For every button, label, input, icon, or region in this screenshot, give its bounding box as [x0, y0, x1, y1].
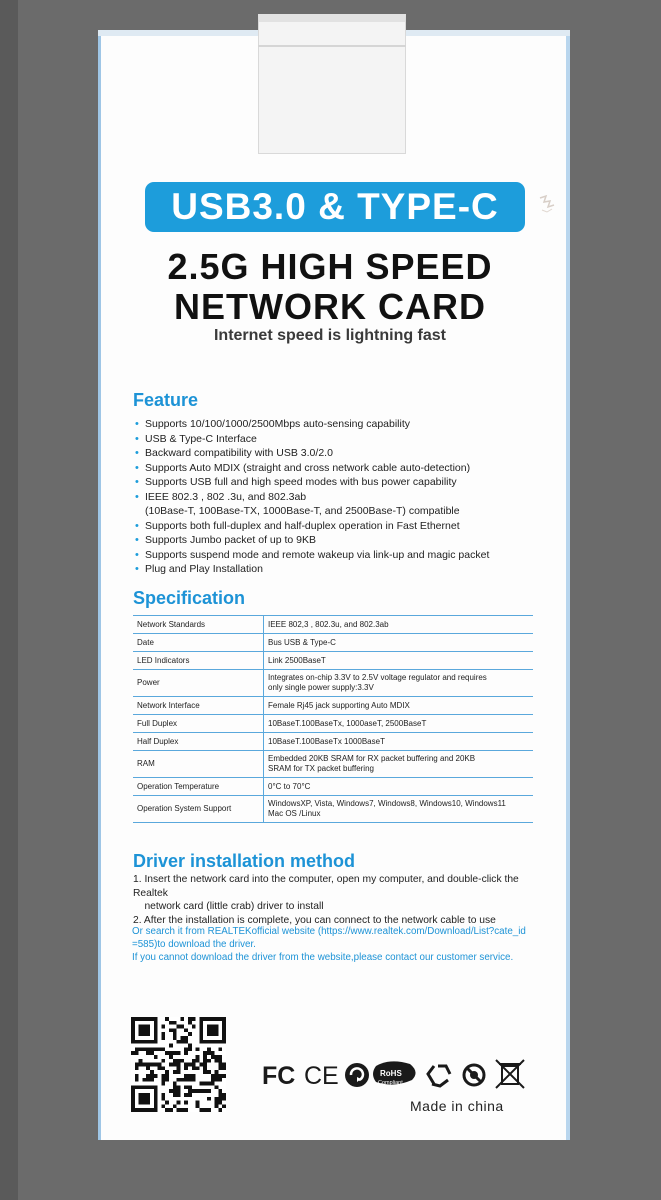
- feature-item: [135, 533, 535, 548]
- box-top-tab: [258, 14, 406, 154]
- spec-key: RAM: [133, 751, 264, 778]
- bullet-icon: •: [135, 563, 139, 575]
- feature-item: [135, 490, 535, 519]
- spec-row: [133, 751, 533, 778]
- spec-value: WindowsXP, Vista, Windows7, Windows8, Windows10, Windows11 Mac OS /Linux: [264, 796, 534, 823]
- recycling-arrows-icon: [428, 1066, 450, 1086]
- fc-mark-text: FC: [262, 1062, 296, 1090]
- driver-title: Driver installation method: [133, 851, 356, 871]
- feature-item-text: Backward compatibility with USB 3.0/2.0: [145, 447, 333, 459]
- spec-row: [133, 715, 533, 733]
- rohs-text: RoHS: [380, 1069, 402, 1078]
- spec-row: [133, 652, 533, 670]
- feature-item: [135, 548, 535, 563]
- spec-value: Integrates on-chip 3.3V to 2.5V voltage regulator and requires only single power supply:3.3V: [264, 670, 534, 697]
- recycle-circle-icon: [345, 1063, 369, 1087]
- specification-title: Specification: [133, 588, 246, 608]
- driver-note: Or search it from REALTEKofficial website (https://www.realtek.com/Download/List?cate_id =585)to download the driver. If you cannot download the driver from the website,please contact our customer service.: [132, 926, 526, 963]
- qr-code: [131, 1017, 226, 1112]
- bullet-icon: •: [135, 418, 139, 430]
- scuff-mark: [536, 192, 560, 218]
- rohs-leaf-icon: [373, 1061, 416, 1086]
- ce-mark-icon: [304, 1062, 339, 1090]
- ce-mark-text: CE: [304, 1062, 339, 1090]
- spec-row: [133, 616, 533, 634]
- feature-item: [135, 446, 535, 461]
- feature-item: [135, 432, 535, 447]
- feature-item-text: USB & Type-C Interface: [145, 432, 257, 445]
- feature-item: [135, 475, 535, 490]
- usb-typec-banner: USB3.0 & TYPE-C: [145, 182, 525, 232]
- spec-key: Operation System Support: [133, 796, 264, 823]
- scan-background-edge: [0, 0, 18, 1200]
- bullet-icon: •: [135, 490, 139, 503]
- weee-bin-icon: [496, 1060, 524, 1088]
- spec-row: [133, 670, 533, 697]
- bullet-icon: •: [135, 548, 139, 561]
- bullet-icon: •: [135, 476, 139, 488]
- spec-key: Power: [133, 670, 264, 697]
- spec-row: [133, 778, 533, 796]
- no-lead-icon: [464, 1065, 484, 1085]
- headline-line-1: 2.5G HIGH SPEED: [167, 246, 493, 287]
- spec-value: Bus USB & Type-C: [264, 634, 534, 652]
- bullet-icon: •: [135, 519, 139, 532]
- spec-value: 10BaseT.100BaseTx 1000BaseT: [264, 733, 534, 751]
- spec-value: Embedded 20KB SRAM for RX packet buffering and 20KB SRAM for TX packet buffering: [264, 751, 534, 778]
- spec-key: LED Indicators: [133, 652, 264, 670]
- bullet-icon: •: [135, 461, 139, 474]
- spec-value: 10BaseT.100BaseTx, 1000aseT, 2500BaseT: [264, 715, 534, 733]
- spec-row: [133, 634, 533, 652]
- feature-title: Feature: [133, 390, 199, 410]
- box-tab-fold: [258, 45, 406, 47]
- feature-item-text: Supports 10/100/1000/2500Mbps auto-sensing capability: [145, 418, 411, 430]
- feature-item-text: Supports suspend mode and remote wakeup via link-up and magic packet: [145, 548, 490, 561]
- feature-item-text: Supports both full-duplex and half-duplex operation in Fast Ethernet: [145, 519, 460, 532]
- spec-row: [133, 697, 533, 715]
- spec-key: Date: [133, 634, 264, 652]
- bullet-icon: •: [135, 432, 139, 445]
- fc-mark-icon: [262, 1062, 295, 1090]
- made-in-label: Made in china: [410, 1098, 504, 1114]
- spec-key: Network Standards: [133, 616, 264, 634]
- spec-value: 0°C to 70°C: [264, 778, 534, 796]
- feature-item-text: Supports Jumbo packet of up to 9KB: [145, 534, 317, 546]
- spec-value: Female Rj45 jack supporting Auto MDIX: [264, 697, 534, 715]
- spec-key: Full Duplex: [133, 715, 264, 733]
- certification-marks: [262, 1058, 532, 1090]
- spec-row: [133, 796, 533, 823]
- rohs-compliant-text: Compliant: [378, 1080, 403, 1086]
- tagline: Internet speed is lightning fast: [213, 327, 447, 344]
- driver-step: 2. After the installation is complete, you can connect to the network cable to use: [133, 914, 496, 926]
- specification-table: [133, 615, 533, 823]
- driver-step: 1. Insert the network card into the computer, open my computer, and double-click the Realtek network card (little crab) driver to install: [133, 874, 519, 912]
- feature-item: [135, 562, 535, 577]
- spec-key: Network Interface: [133, 697, 264, 715]
- feature-item: [135, 519, 535, 534]
- feature-list: [135, 417, 535, 577]
- feature-item: [135, 417, 535, 432]
- feature-item-text: Plug and Play Installation: [145, 563, 263, 575]
- feature-item-text: Supports Auto MDIX (straight and cross network cable auto-detection): [145, 461, 471, 474]
- feature-item: [135, 461, 535, 476]
- feature-item-text: Supports USB full and high speed modes with bus power capability: [145, 476, 457, 488]
- spec-value: Link 2500BaseT: [264, 652, 534, 670]
- driver-steps: [133, 873, 533, 927]
- spec-key: Operation Temperature: [133, 778, 264, 796]
- spec-key: Half Duplex: [133, 733, 264, 751]
- spec-row: [133, 733, 533, 751]
- spec-value: IEEE 802,3 , 802.3u, and 802.3ab: [264, 616, 534, 634]
- headline-line-2: NETWORK CARD: [174, 286, 486, 327]
- bullet-icon: •: [135, 447, 139, 459]
- feature-item-text: IEEE 802.3 , 802 .3u, and 802.3ab (10Base-T, 100Base-TX, 1000Base-T, and 2500Base-T) compatible: [145, 490, 460, 517]
- bullet-icon: •: [135, 534, 139, 546]
